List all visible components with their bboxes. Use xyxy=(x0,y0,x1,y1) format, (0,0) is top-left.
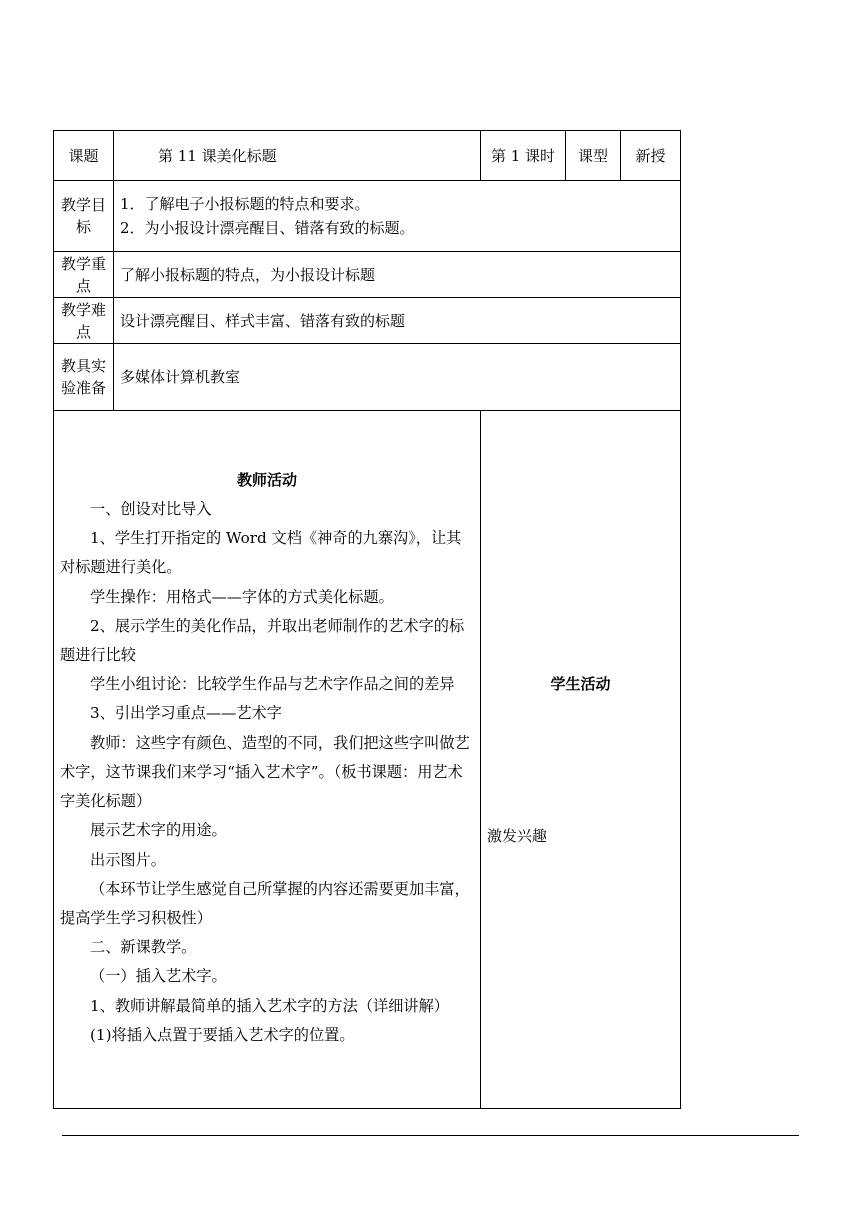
teacher-activities-header: 教师活动 xyxy=(236,471,297,490)
equipment-row xyxy=(54,344,681,411)
equipment-label: 教具实验准备 xyxy=(54,344,114,411)
difficulties-label: 教学难点 xyxy=(54,298,114,344)
teacher-paragraph: 出示图片。 xyxy=(90,850,166,869)
activities-row xyxy=(54,411,681,1109)
objectives-label: 教学目标 xyxy=(54,181,114,252)
teacher-paragraph: 二、新课教学。 xyxy=(90,938,197,957)
teacher-paragraph: （本环节让学生感觉自己所掌握的内容还需要更加丰富，提高学生学习积极性） xyxy=(60,879,470,927)
objectives-row xyxy=(54,181,681,252)
student-activities-header: 学生活动 xyxy=(550,674,611,693)
period-cell: 第 1 课时 xyxy=(481,131,566,181)
teacher-paragraph: （一）插入艺术字。 xyxy=(90,967,227,986)
difficulties-row xyxy=(54,298,681,344)
student-activities-cell xyxy=(481,411,681,1109)
teacher-paragraph: 一、创设对比导入 xyxy=(90,500,212,519)
lesson-title-cell xyxy=(114,131,481,181)
topic-label: 课题 xyxy=(54,131,114,181)
teacher-paragraph: 3、引出学习重点——艺术字 xyxy=(90,704,282,723)
teacher-paragraph: 1、学生打开指定的 Word 文档《神奇的九寨沟》，让其对标题进行美化。 xyxy=(60,529,462,577)
teacher-paragraph: 学生小组讨论：比较学生作品与艺术字作品之间的差异 xyxy=(90,675,455,694)
lesson-plan-table xyxy=(53,130,681,1109)
teacher-paragraph: 1、教师讲解最简单的插入艺术字的方法（详细讲解） xyxy=(90,996,449,1015)
teacher-paragraph: 学生操作：用格式——字体的方式美化标题。 xyxy=(90,587,394,606)
objective-item: 2．为小报设计漂亮醒目、错落有致的标题。 xyxy=(120,219,415,237)
equipment-content: 多媒体计算机教室 xyxy=(114,344,681,411)
teacher-paragraph: (1)将插入点置于要插入艺术字的位置。 xyxy=(90,1025,355,1044)
teacher-paragraph: 教师：这些字有颜色、造型的不同，我们把这些字叫做艺术字，这节课我们来学习“插入艺术字”。（板书课题：用艺术字美化标题） xyxy=(60,733,470,811)
key-points-content: 了解小报标题的特点，为小报设计标题 xyxy=(114,252,681,298)
lesson-title: 第 11 课美化标题 xyxy=(158,146,277,165)
header-row xyxy=(54,131,681,181)
teacher-activities-cell xyxy=(54,411,481,1109)
difficulties-content: 设计漂亮醒目、样式丰富、错落有致的标题 xyxy=(114,298,681,344)
type-label: 课型 xyxy=(566,131,621,181)
type-value: 新授 xyxy=(621,131,681,181)
teacher-paragraph: 2、展示学生的美化作品，并取出老师制作的艺术字的标题进行比较 xyxy=(60,616,465,665)
key-points-label: 教学重点 xyxy=(54,252,114,298)
teacher-activities-list xyxy=(60,495,474,1050)
key-points-row xyxy=(54,252,681,298)
footer-rule xyxy=(62,1135,799,1136)
teacher-paragraph: 展示艺术字的用途。 xyxy=(90,821,227,840)
objectives-content xyxy=(114,181,681,252)
student-note: 激发兴趣 xyxy=(487,826,548,845)
objective-item: 1．了解电子小报标题的特点和要求。 xyxy=(120,195,370,213)
